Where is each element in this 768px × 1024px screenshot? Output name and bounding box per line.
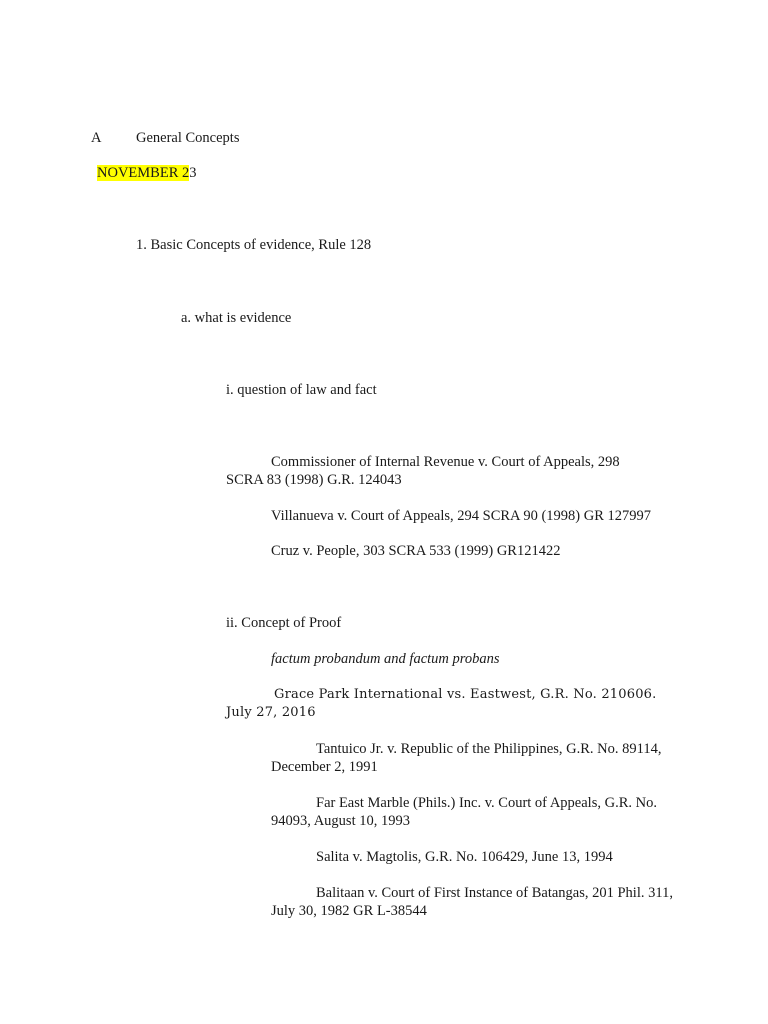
case-balitaan: Balitaan v. Court of First Instance of Batangas, 201 Phil. 311, July 30, 1982 GR L-38544 xyxy=(271,885,673,919)
case-far-east-marble: Far East Marble (Phils.) Inc. v. Court of Appeals, G.R. No. 94093, August 10, 1993 xyxy=(271,795,657,829)
section-letter: A xyxy=(91,130,102,146)
case-salita: Salita v. Magtolis, G.R. No. 106429, June 13, 1994 xyxy=(316,849,613,865)
outline-item-1a-ii: ii. Concept of Proof xyxy=(226,615,342,631)
case-commissioner: Commissioner of Internal Revenue v. Court of Appeals, 298 SCRA 83 (1998) G.R. 124043 xyxy=(226,454,620,488)
outline-item-1: 1. Basic Concepts of evidence, Rule 128 xyxy=(136,237,372,253)
outline-item-1a-i: i. question of law and fact xyxy=(226,382,377,398)
section-title: General Concepts xyxy=(136,130,240,146)
subheading-factum: factum probandum and factum probans xyxy=(271,651,500,667)
case-cruz: Cruz v. People, 303 SCRA 533 (1999) GR121422 xyxy=(271,543,561,559)
date-rest: 3 xyxy=(189,165,197,181)
case-grace-park: Grace Park International vs. Eastwest, G.R. No. 210606. July 27, 2016 xyxy=(226,687,657,720)
date-line xyxy=(97,164,197,182)
case-villanueva: Villanueva v. Court of Appeals, 294 SCRA 90 (1998) GR 127997 xyxy=(271,508,652,524)
date-highlighted: NOVEMBER 2 xyxy=(97,165,190,181)
case-tantuico: Tantuico Jr. v. Republic of the Philippines, G.R. No. 89114, December 2, 1991 xyxy=(271,741,662,775)
outline-item-1a: a. what is evidence xyxy=(181,310,292,326)
